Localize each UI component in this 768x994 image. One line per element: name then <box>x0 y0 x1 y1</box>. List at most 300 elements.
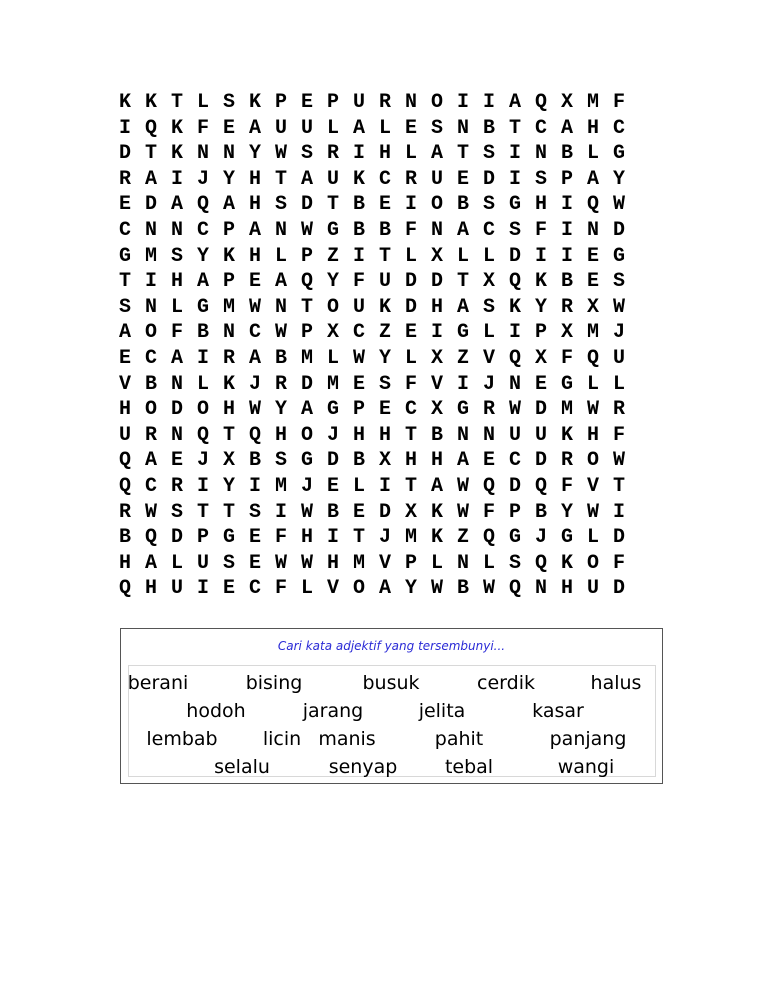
grid-letter: V <box>378 551 391 575</box>
grid-letter: O <box>326 295 339 319</box>
grid-letter: P <box>196 526 209 550</box>
grid-letter: N <box>534 577 547 601</box>
grid-letter: H <box>118 551 131 575</box>
word-item: berani <box>127 672 189 694</box>
grid-letter: E <box>482 449 495 473</box>
grid-letter: L <box>196 372 209 396</box>
grid-letter: C <box>378 167 391 191</box>
grid-letter: A <box>248 116 261 140</box>
grid-letter: I <box>196 474 209 498</box>
grid-letter: Q <box>508 270 521 294</box>
grid-letter: W <box>612 193 625 217</box>
grid-letter: O <box>352 577 365 601</box>
grid-letter: I <box>456 372 469 396</box>
grid-letter: T <box>456 270 469 294</box>
grid-letter: S <box>170 500 183 524</box>
grid-letter: M <box>326 372 339 396</box>
grid-letter: D <box>534 398 547 422</box>
grid-letter: I <box>456 91 469 114</box>
grid-letter: B <box>430 423 443 447</box>
grid-letter: P <box>534 321 547 345</box>
grid-letter: I <box>560 193 573 217</box>
grid-letter: H <box>586 423 599 447</box>
grid-letter: B <box>456 577 469 601</box>
grid-letter: W <box>456 500 469 524</box>
grid-letter: T <box>300 295 313 319</box>
grid-letter: E <box>586 244 599 268</box>
grid-letter: A <box>508 91 521 114</box>
grid-letter: T <box>326 193 339 217</box>
grid-letter: A <box>300 398 313 422</box>
grid-letter: N <box>144 218 157 242</box>
grid-letter: T <box>144 142 157 166</box>
grid-row <box>112 397 658 423</box>
grid-letter: I <box>170 167 183 191</box>
grid-letter: E <box>222 577 235 601</box>
grid-letter: G <box>612 142 625 166</box>
grid-letter: F <box>274 526 287 550</box>
grid-letter: A <box>456 295 469 319</box>
grid-letter: W <box>482 577 495 601</box>
grid-letter: J <box>612 321 625 345</box>
grid-letter: L <box>274 244 287 268</box>
grid-letter: Q <box>248 423 261 447</box>
grid-letter: W <box>274 321 287 345</box>
grid-letter: H <box>534 193 547 217</box>
grid-letter: D <box>430 270 443 294</box>
grid-letter: A <box>144 449 157 473</box>
grid-row <box>112 269 658 295</box>
grid-letter: M <box>586 321 599 345</box>
grid-letter: Z <box>456 346 469 370</box>
grid-letter: J <box>378 526 391 550</box>
grid-letter: N <box>222 321 235 345</box>
word-item: pahit <box>434 728 484 750</box>
grid-letter: R <box>274 372 287 396</box>
word-item: cerdik <box>477 672 535 694</box>
grid-letter: E <box>378 398 391 422</box>
grid-letter: N <box>222 142 235 166</box>
grid-letter: V <box>118 372 131 396</box>
word-item: halus <box>590 672 642 694</box>
grid-row <box>112 90 658 116</box>
grid-row <box>112 525 658 551</box>
grid-letter: O <box>300 423 313 447</box>
grid-letter: Y <box>378 346 391 370</box>
grid-letter: X <box>534 346 547 370</box>
grid-letter: U <box>430 167 443 191</box>
grid-letter: E <box>456 167 469 191</box>
grid-letter: Q <box>300 270 313 294</box>
grid-letter: Q <box>586 346 599 370</box>
grid-letter: B <box>248 449 261 473</box>
grid-letter: S <box>222 551 235 575</box>
grid-letter: X <box>482 270 495 294</box>
grid-letter: W <box>300 500 313 524</box>
grid-letter: A <box>248 218 261 242</box>
instruction-text: Cari kata adjektif yang tersembunyi... <box>277 639 506 653</box>
grid-letter: B <box>326 500 339 524</box>
grid-letter: W <box>508 398 521 422</box>
grid-letter: U <box>586 577 599 601</box>
grid-letter: D <box>118 142 131 166</box>
grid-letter: L <box>586 526 599 550</box>
grid-letter: L <box>378 116 391 140</box>
grid-letter: Y <box>222 474 235 498</box>
grid-letter: F <box>170 321 183 345</box>
grid-letter: W <box>612 449 625 473</box>
grid-letter: W <box>430 577 443 601</box>
grid-letter: O <box>144 398 157 422</box>
grid-letter: K <box>560 551 573 575</box>
grid-letter: S <box>378 372 391 396</box>
grid-letter: X <box>586 295 599 319</box>
grid-letter: T <box>404 423 417 447</box>
grid-letter: W <box>300 218 313 242</box>
grid-letter: J <box>196 449 209 473</box>
grid-letter: L <box>300 577 313 601</box>
word-item: senyap <box>328 756 398 778</box>
grid-letter: D <box>170 526 183 550</box>
grid-letter: B <box>274 346 287 370</box>
word-item: hodoh <box>186 700 246 722</box>
grid-letter: I <box>508 167 521 191</box>
grid-letter: J <box>248 372 261 396</box>
grid-letter: S <box>248 500 261 524</box>
grid-letter: I <box>560 244 573 268</box>
grid-letter: D <box>326 449 339 473</box>
grid-letter: G <box>508 193 521 217</box>
grid-letter: J <box>196 167 209 191</box>
grid-letter: A <box>144 167 157 191</box>
grid-letter: N <box>274 295 287 319</box>
grid-letter: U <box>326 167 339 191</box>
grid-letter: G <box>456 398 469 422</box>
grid-letter: Q <box>482 474 495 498</box>
grid-letter: Y <box>326 270 339 294</box>
grid-letter: E <box>222 116 235 140</box>
grid-letter: H <box>248 193 261 217</box>
grid-letter: S <box>300 142 313 166</box>
grid-row <box>112 244 658 270</box>
grid-letter: U <box>352 295 365 319</box>
grid-letter: O <box>430 193 443 217</box>
grid-letter: D <box>404 295 417 319</box>
grid-letter: D <box>144 193 157 217</box>
grid-letter: E <box>404 321 417 345</box>
grid-letter: E <box>118 193 131 217</box>
grid-letter: S <box>508 218 521 242</box>
grid-letter: M <box>222 295 235 319</box>
grid-letter: S <box>482 142 495 166</box>
grid-letter: B <box>352 449 365 473</box>
word-item: tebal <box>444 756 494 778</box>
grid-letter: T <box>222 500 235 524</box>
grid-letter: U <box>274 116 287 140</box>
grid-letter: T <box>196 500 209 524</box>
grid-letter: U <box>352 91 365 114</box>
grid-row <box>112 372 658 398</box>
grid-letter: K <box>534 270 547 294</box>
grid-letter: G <box>326 218 339 242</box>
grid-letter: E <box>404 116 417 140</box>
grid-letter: P <box>404 551 417 575</box>
grid-letter: X <box>404 500 417 524</box>
grid-letter: S <box>430 116 443 140</box>
grid-letter: H <box>586 116 599 140</box>
grid-letter: E <box>248 270 261 294</box>
grid-letter: N <box>144 295 157 319</box>
grid-letter: A <box>222 193 235 217</box>
grid-letter: M <box>404 526 417 550</box>
grid-letter: G <box>222 526 235 550</box>
grid-letter: L <box>326 346 339 370</box>
grid-letter: W <box>248 295 261 319</box>
grid-letter: N <box>170 218 183 242</box>
grid-letter: Y <box>534 295 547 319</box>
grid-letter: H <box>404 449 417 473</box>
grid-letter: K <box>170 116 183 140</box>
grid-letter: D <box>404 270 417 294</box>
grid-letter: F <box>612 551 625 575</box>
grid-letter: A <box>118 321 131 345</box>
grid-letter: E <box>534 372 547 396</box>
grid-letter: A <box>456 218 469 242</box>
grid-letter: O <box>196 398 209 422</box>
grid-letter: O <box>430 91 443 114</box>
grid-letter: H <box>248 167 261 191</box>
grid-letter: T <box>404 474 417 498</box>
grid-letter: N <box>508 372 521 396</box>
grid-letter: K <box>430 526 443 550</box>
grid-letter: L <box>482 244 495 268</box>
grid-letter: R <box>404 167 417 191</box>
grid-letter: U <box>300 116 313 140</box>
grid-letter: A <box>170 193 183 217</box>
word-list <box>128 665 656 777</box>
grid-letter: D <box>612 218 625 242</box>
grid-letter: E <box>326 474 339 498</box>
grid-letter: H <box>326 551 339 575</box>
grid-letter: A <box>144 551 157 575</box>
grid-letter: U <box>196 551 209 575</box>
grid-letter: N <box>456 551 469 575</box>
grid-letter: G <box>508 526 521 550</box>
grid-letter: I <box>326 526 339 550</box>
grid-letter: N <box>430 218 443 242</box>
grid-letter: R <box>378 91 391 114</box>
grid-row <box>112 474 658 500</box>
grid-letter: V <box>482 346 495 370</box>
word-item: kasar <box>532 700 584 722</box>
grid-letter: B <box>560 142 573 166</box>
grid-letter: S <box>118 295 131 319</box>
grid-letter: Q <box>482 526 495 550</box>
grid-letter: E <box>300 91 313 114</box>
grid-letter: K <box>248 91 261 114</box>
grid-letter: B <box>196 321 209 345</box>
grid-letter: R <box>118 500 131 524</box>
grid-letter: A <box>560 116 573 140</box>
grid-letter: N <box>170 423 183 447</box>
grid-letter: T <box>170 91 183 114</box>
grid-letter: X <box>378 449 391 473</box>
grid-letter: K <box>378 295 391 319</box>
grid-letter: Q <box>196 423 209 447</box>
grid-letter: H <box>170 270 183 294</box>
grid-letter: A <box>352 116 365 140</box>
grid-letter: I <box>482 91 495 114</box>
grid-letter: D <box>612 577 625 601</box>
grid-letter: K <box>170 142 183 166</box>
grid-letter: D <box>534 449 547 473</box>
grid-letter: F <box>560 474 573 498</box>
grid-letter: I <box>508 321 521 345</box>
grid-letter: E <box>352 372 365 396</box>
grid-letter: N <box>404 91 417 114</box>
grid-letter: F <box>534 218 547 242</box>
grid-row <box>112 167 658 193</box>
grid-letter: U <box>118 423 131 447</box>
grid-letter: K <box>222 244 235 268</box>
grid-letter: D <box>508 474 521 498</box>
grid-letter: L <box>170 551 183 575</box>
grid-letter: A <box>430 474 443 498</box>
grid-letter: P <box>300 321 313 345</box>
grid-letter: W <box>352 346 365 370</box>
grid-letter: X <box>326 321 339 345</box>
grid-letter: R <box>222 346 235 370</box>
grid-letter: G <box>118 244 131 268</box>
grid-letter: C <box>144 346 157 370</box>
grid-letter: R <box>118 167 131 191</box>
grid-letter: U <box>170 577 183 601</box>
grid-letter: M <box>144 244 157 268</box>
grid-letter: T <box>352 526 365 550</box>
grid-letter: L <box>482 321 495 345</box>
grid-letter: S <box>508 551 521 575</box>
word-item: selalu <box>214 756 270 778</box>
word-item: licin <box>262 728 302 750</box>
grid-letter: W <box>274 551 287 575</box>
grid-letter: H <box>560 577 573 601</box>
grid-letter: L <box>404 346 417 370</box>
grid-letter: G <box>326 398 339 422</box>
grid-letter: B <box>534 500 547 524</box>
grid-letter: L <box>482 551 495 575</box>
grid-letter: B <box>482 116 495 140</box>
grid-letter: F <box>612 91 625 114</box>
grid-letter: K <box>118 91 131 114</box>
grid-letter: L <box>170 295 183 319</box>
grid-letter: W <box>248 398 261 422</box>
grid-letter: X <box>430 346 443 370</box>
grid-letter: N <box>534 142 547 166</box>
grid-letter: N <box>274 218 287 242</box>
grid-letter: C <box>508 449 521 473</box>
grid-letter: A <box>586 167 599 191</box>
grid-letter: P <box>508 500 521 524</box>
grid-letter: C <box>144 474 157 498</box>
grid-letter: B <box>456 193 469 217</box>
grid-letter: C <box>534 116 547 140</box>
word-item: wangi <box>557 756 615 778</box>
grid-letter: G <box>300 449 313 473</box>
grid-letter: Q <box>534 474 547 498</box>
grid-letter: W <box>612 295 625 319</box>
grid-letter: J <box>326 423 339 447</box>
grid-letter: W <box>274 142 287 166</box>
grid-row <box>112 576 658 602</box>
grid-letter: N <box>456 116 469 140</box>
grid-letter: S <box>170 244 183 268</box>
grid-letter: Y <box>196 244 209 268</box>
grid-letter: O <box>586 449 599 473</box>
grid-letter: C <box>612 116 625 140</box>
grid-letter: P <box>326 91 339 114</box>
grid-letter: C <box>248 321 261 345</box>
grid-letter: B <box>378 218 391 242</box>
grid-letter: I <box>404 193 417 217</box>
grid-letter: D <box>378 500 391 524</box>
grid-letter: T <box>508 116 521 140</box>
grid-letter: K <box>430 500 443 524</box>
grid-letter: T <box>378 244 391 268</box>
grid-row <box>112 500 658 526</box>
grid-letter: I <box>118 116 131 140</box>
grid-letter: B <box>560 270 573 294</box>
grid-letter: U <box>378 270 391 294</box>
grid-letter: V <box>586 474 599 498</box>
grid-letter: S <box>222 91 235 114</box>
grid-letter: M <box>274 474 287 498</box>
grid-letter: Y <box>248 142 261 166</box>
grid-letter: J <box>534 526 547 550</box>
grid-letter: G <box>560 372 573 396</box>
grid-letter: Y <box>560 500 573 524</box>
grid-letter: H <box>144 577 157 601</box>
grid-letter: F <box>404 218 417 242</box>
grid-letter: P <box>560 167 573 191</box>
grid-letter: R <box>612 398 625 422</box>
grid-row <box>112 295 658 321</box>
grid-letter: D <box>612 526 625 550</box>
grid-letter: H <box>352 423 365 447</box>
grid-letter: R <box>144 423 157 447</box>
grid-letter: Y <box>274 398 287 422</box>
grid-row <box>112 448 658 474</box>
grid-letter: L <box>456 244 469 268</box>
grid-letter: D <box>300 372 313 396</box>
grid-letter: U <box>612 346 625 370</box>
grid-letter: D <box>170 398 183 422</box>
grid-letter: K <box>560 423 573 447</box>
grid-letter: I <box>274 500 287 524</box>
grid-letter: C <box>352 321 365 345</box>
grid-letter: Y <box>612 167 625 191</box>
grid-letter: L <box>586 142 599 166</box>
grid-letter: N <box>196 142 209 166</box>
grid-letter: P <box>222 218 235 242</box>
grid-letter: Q <box>508 577 521 601</box>
grid-letter: L <box>404 244 417 268</box>
grid-letter: C <box>482 218 495 242</box>
grid-letter: X <box>430 244 443 268</box>
grid-letter: H <box>378 142 391 166</box>
grid-letter: Z <box>456 526 469 550</box>
word-item: bising <box>245 672 303 694</box>
grid-letter: C <box>196 218 209 242</box>
